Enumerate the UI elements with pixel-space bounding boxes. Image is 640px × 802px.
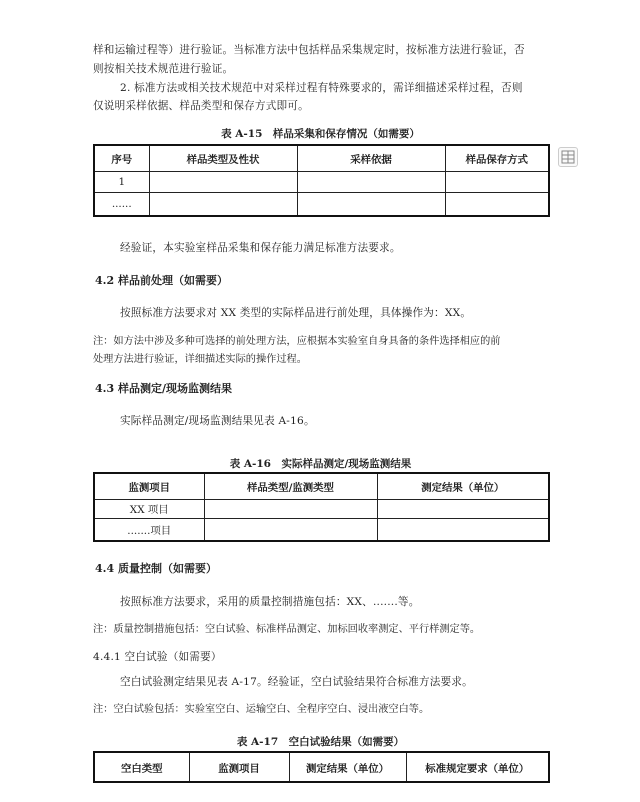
grid-icon	[559, 148, 577, 166]
section-heading: 4.2 样品前处理（如需要）	[95, 274, 228, 287]
section-heading: 4.4 质量控制（如需要）	[95, 562, 217, 575]
table-row	[94, 192, 549, 216]
table-cell: .......项目	[94, 518, 204, 541]
table-a17-caption: 表 A-17 空白试验结果（如需要）	[236, 736, 405, 748]
table-row	[94, 518, 549, 541]
table-cell: 1	[94, 171, 149, 192]
table-cell	[377, 518, 549, 541]
paragraph-line: 空白试验测定结果见表 A-17。经验证，空白试验结果符合标准方法要求。	[120, 676, 473, 688]
header-cell: 样品类型/监测类型	[204, 473, 377, 499]
table-cell	[149, 171, 297, 192]
table-cell: ......	[94, 192, 149, 216]
table-cell	[204, 518, 377, 541]
header-cell: 空白类型	[94, 752, 189, 782]
table-header-row	[94, 145, 549, 171]
table-header-row	[94, 752, 549, 782]
table-extract-icon[interactable]	[558, 147, 578, 167]
header-cell: 样品类型及性状	[149, 145, 297, 171]
header-cell: 样品保存方式	[445, 145, 549, 171]
table-cell	[445, 171, 549, 192]
table-a16	[93, 472, 550, 542]
table-row	[94, 171, 549, 192]
paragraph-line: 按照标准方法要求对 XX 类型的实际样品进行前处理，具体操作为：XX。	[120, 307, 472, 319]
table-cell	[149, 192, 297, 216]
table-row	[94, 499, 549, 518]
header-cell: 监测项目	[94, 473, 204, 499]
header-cell: 采样依据	[297, 145, 445, 171]
note-line: 注：如方法中涉及多种可选择的前处理方法，应根据本实验室自身具备的条件选择相应的前	[93, 336, 501, 347]
header-cell: 序号	[94, 145, 149, 171]
paragraph-line: 样和运输过程等）进行验证。当标准方法中包括样品采集规定时，按标准方法进行验证，否	[93, 44, 525, 56]
table-a17	[93, 751, 550, 783]
table-header-row	[94, 473, 549, 499]
table-cell	[204, 499, 377, 518]
table-cell	[297, 192, 445, 216]
header-cell: 监测项目	[189, 752, 289, 782]
table-a15-caption: 表 A-15 样品采集和保存情况（如需要）	[221, 128, 420, 140]
section-heading: 4.3 样品测定/现场监测结果	[95, 382, 232, 395]
note-line: 注：质量控制措施包括：空白试验、标准样品测定、加标回收率测定、平行样测定等。	[93, 624, 481, 635]
paragraph-line: 按照标准方法要求，采用的质量控制措施包括：XX、.......等。	[120, 596, 420, 608]
paragraph-line: 仅说明采样依据、样品类型和保存方式即可。	[93, 100, 309, 112]
table-cell	[377, 499, 549, 518]
note-line: 处理方法进行验证，详细描述实际的操作过程。	[93, 354, 307, 365]
table-a15	[93, 144, 550, 217]
paragraph-line: 则按相关技术规范进行验证。	[93, 63, 234, 75]
table-cell: XX 项目	[94, 499, 204, 518]
paragraph-line: 2. 标准方法或相关技术规范中对采样过程有特殊要求的，需详细描述采样过程，否则	[120, 82, 523, 94]
header-cell: 测定结果（单位）	[289, 752, 406, 782]
note-line: 注：空白试验包括：实验室空白、运输空白、全程序空白、浸出液空白等。	[93, 704, 430, 715]
table-a16-caption: 表 A-16 实际样品测定/现场监测结果	[229, 458, 412, 470]
paragraph-line: 经验证，本实验室样品采集和保存能力满足标准方法要求。	[120, 242, 401, 254]
header-cell: 测定结果（单位）	[377, 473, 549, 499]
subsection-heading: 4.4.1 空白试验（如需要）	[93, 651, 222, 663]
table-cell	[297, 171, 445, 192]
paragraph-line: 实际样品测定/现场监测结果见表 A-16。	[120, 415, 315, 427]
table-cell	[445, 192, 549, 216]
header-cell: 标准规定要求（单位）	[406, 752, 549, 782]
